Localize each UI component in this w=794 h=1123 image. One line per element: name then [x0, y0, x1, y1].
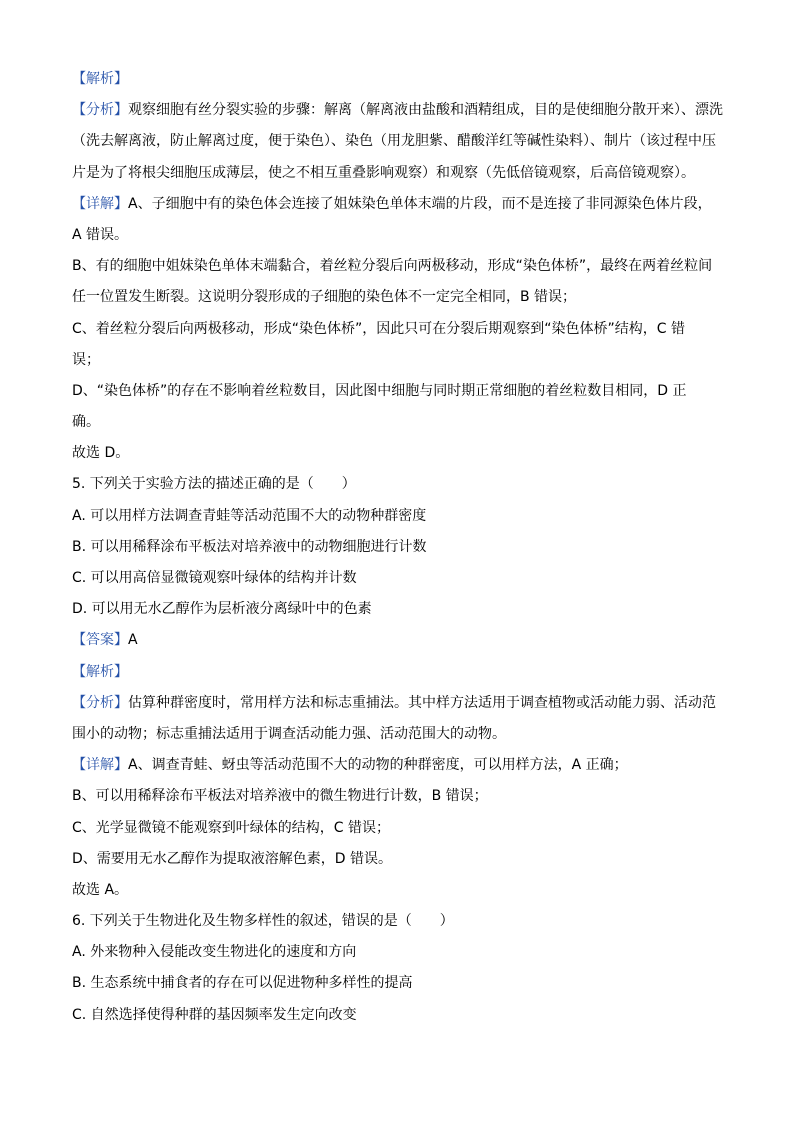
- q5-xiangjie-line-3: C、光学显微镜不能观察到叶绿体的结构，C 错误；: [72, 819, 390, 836]
- q5-xiangjie-text-1: A、调查青蛙、蚜虫等活动范围不大的动物的种群密度，可以用样方法，A 正确；: [128, 757, 628, 774]
- q4-xiangjie-line-8: 确。: [72, 414, 100, 431]
- analysis-tag: 【解析】: [72, 663, 128, 680]
- analysis-heading: [72, 64, 724, 95]
- q4-xiangjie-line-5: C、着丝粒分裂后向两极移动，形成“染色体桥”，因此只可在分裂后期观察到“染色体桥”结构，C 错: [72, 320, 686, 337]
- q4-xiangjie-line-7: D、“染色体桥”的存在不影响着丝粒数目，因此图中细胞与同时期正常细胞的着丝粒数目相同，D 正: [72, 382, 687, 399]
- answer-tag: 【答案】: [72, 632, 128, 649]
- q5-xiangjie-line-2: B、可以用稀释涂布平板法对培养液中的微生物进行计数，B 错误；: [72, 788, 488, 805]
- q5-option-b: B. 可以用稀释涂布平板法对培养液中的动物细胞进行计数: [72, 538, 427, 555]
- q5-xiangjie-line-1: [72, 750, 724, 781]
- q5-fenxi-line-1: [72, 688, 724, 719]
- q4-xiangjie-line-1: [72, 189, 724, 220]
- document-page: [72, 64, 724, 1031]
- xiangjie-tag: 【详解】: [72, 757, 128, 774]
- q5-option-c: C. 可以用高倍显微镜观察叶绿体的结构并计数: [72, 570, 357, 586]
- q4-xiangjie-line-2: A 错误。: [72, 226, 129, 243]
- q5-fenxi-line-2: 围小的动物；标志重捕法适用于调查活动能力强、活动范围大的动物。: [72, 725, 506, 742]
- q5-conclusion: 故选 A。: [72, 881, 129, 898]
- q5-stem: 5. 下列关于实验方法的描述正确的是（ ）: [72, 476, 356, 493]
- q5-analysis-heading: [72, 657, 724, 688]
- q6-stem: 6. 下列关于生物进化及生物多样性的叙述，错误的是（ ）: [72, 913, 454, 930]
- q5-option-d: D. 可以用无水乙醇作为层析液分离绿叶中的色素: [72, 601, 372, 618]
- q4-fenxi-text-1: 观察细胞有丝分裂实验的步骤：解离（解离液由盐酸和酒精组成，目的是使细胞分散开来）、漂洗: [128, 102, 723, 119]
- analysis-tag: 【解析】: [72, 71, 128, 87]
- q4-fenxi-line-3: 片是为了将根尖细胞压成薄层，使之不相互重叠影响观察）和观察（先低倍镜观察，后高倍镜观察）。: [72, 164, 695, 181]
- q6-option-a: A. 外来物种入侵能改变生物进化的速度和方向: [72, 944, 357, 961]
- q4-xiangjie-line-4: 任一位置发生断裂。这说明分裂形成的子细胞的染色体不一定完全相同，B 错误；: [72, 289, 577, 306]
- q5-xiangjie-line-4: D、需要用无水乙醇作为提取液溶解色素，D 错误。: [72, 850, 393, 867]
- q4-xiangjie-line-3: B、有的细胞中姐妹染色单体末端黏合，着丝粒分裂后向两极移动，形成“染色体桥”，最终在两着丝粒间: [72, 258, 713, 275]
- q4-xiangjie-text-1: A、子细胞中有的染色体会连接了姐妹染色单体末端的片段，而不是连接了非同源染色体片段，: [128, 195, 712, 212]
- q4-conclusion: 故选 D。: [72, 445, 130, 462]
- q4-fenxi-line-1: [72, 95, 724, 126]
- q6-option-c: C. 自然选择使得种群的基因频率发生定向改变: [72, 1006, 357, 1023]
- q5-fenxi-text-1: 估算种群密度时，常用样方法和标志重捕法。其中样方法适用于调查植物或活动能力弱、活动范: [128, 694, 716, 711]
- q6-option-b: B. 生态系统中捕食者的存在可以促进物种多样性的提高: [72, 975, 413, 992]
- q4-xiangjie-line-6: 误；: [72, 351, 100, 368]
- fenxi-tag: 【分析】: [72, 694, 128, 711]
- xiangjie-tag: 【详解】: [72, 195, 128, 212]
- q5-option-a: A. 可以用样方法调查青蛙等活动范围不大的动物种群密度: [72, 507, 427, 524]
- fenxi-tag: 【分析】: [72, 102, 128, 119]
- q4-fenxi-line-2: （洗去解离液，防止解离过度，便于染色）、染色（用龙胆紫、醋酸洋红等碱性染料）、制片（该过程中压: [72, 133, 716, 150]
- q5-answer: A: [128, 632, 138, 649]
- q5-answer-line: [72, 625, 724, 656]
